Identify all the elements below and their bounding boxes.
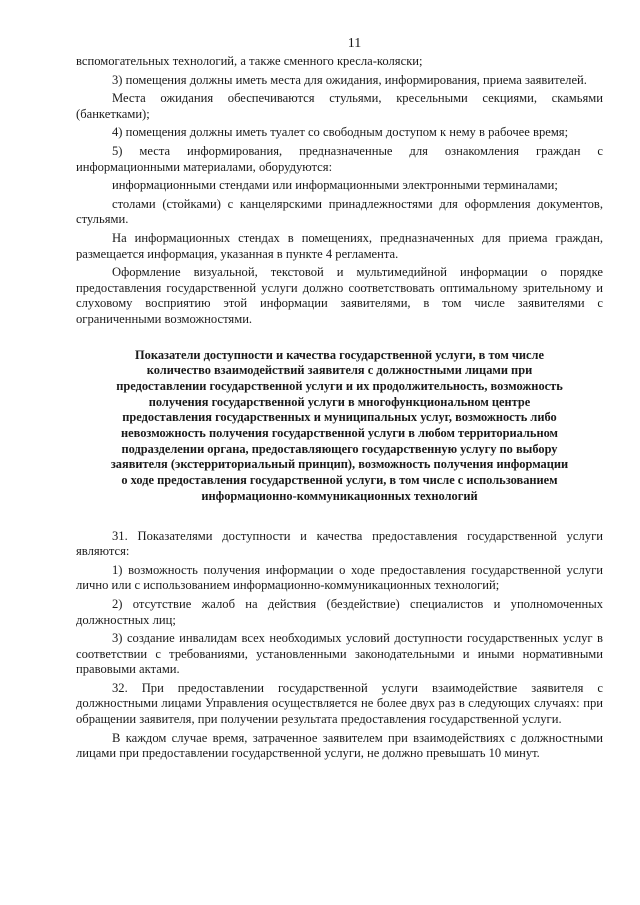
paragraph: Оформление визуальной, текстовой и мультимедийной информации о порядке предоставления государственной услуги должно соответствовать оптимальному зрительному и слуховому восприятию этой информации заявителями, в том числе заявителями с ограниченными возможностями.: [76, 265, 603, 326]
paragraph: вспомогательных технологий, а также сменного кресла-коляски;: [76, 54, 423, 68]
heading-line: количество взаимодействий заявителя с должностными лицами при: [146, 363, 533, 378]
paragraph: 5) места информирования, предназначенные для ознакомления граждан с информационными материалами, оборудуются:: [76, 143, 603, 174]
paragraph: 4) помещения должны иметь туалет со свободным доступом к нему в рабочее время;: [112, 125, 569, 140]
body-section-bottom: [76, 529, 603, 762]
heading-line: о ходе предоставления государственной услуги, в том числе с использованием: [121, 473, 558, 488]
paragraph: 3) помещения должны иметь места для ожидания, информирования, приема заявителей.: [112, 72, 587, 87]
heading-line: заявителя (экстерриториальный принцип), возможность получения информации: [110, 457, 569, 472]
paragraph: 31. Показателями доступности и качества предоставления государственной услуги являются:: [76, 528, 603, 559]
paragraph: 1) возможность получения информации о ходе предоставления государственной услуги лично или с использованием информационно-коммуникационных технологий;: [76, 562, 603, 593]
paragraph: На информационных стендах в помещениях, предназначенных для приема граждан, размещается информация, указанная в пункте 4 регламента.: [76, 230, 603, 261]
heading-line: предоставлении государственной услуги и их продолжительность, возможность: [116, 378, 563, 393]
paragraph: 2) отсутствие жалоб на действия (бездействие) специалистов и уполномоченных должностных лиц;: [76, 596, 603, 627]
paragraph: 32. При предоставлении государственной услуги взаимодействие заявителя с должностными лицами Управления осуществляется не более двух раз в следующих случаях: при обращении заявителя, при получении результата предоставления государственной услуги.: [76, 680, 603, 727]
page-number: 11: [347, 36, 362, 51]
paragraph: столами (стойками) с канцелярскими принадлежностями для оформления документов, стульями.: [76, 196, 603, 227]
paragraph: информационными стендами или информационными электронными терминалами;: [112, 178, 558, 193]
paragraph: Места ожидания обеспечиваются стульями, кресельными секциями, скамьями (банкетками);: [76, 91, 603, 121]
heading-line: невозможность получения государственной услуги в любом территориальном: [120, 426, 558, 441]
body-section-top: [76, 54, 603, 328]
document-page: [76, 36, 603, 765]
heading-line: информационно-коммуникационных технологий: [201, 488, 478, 503]
heading-line: подразделении органа, предоставляющего государственную услугу по выбору: [121, 441, 558, 456]
paragraph: В каждом случае время, затраченное заявителем при взаимодействиях с должностными лицами при предоставлении государственной услуги, не должно превышать 10 минут.: [76, 730, 603, 761]
section-heading: [76, 348, 603, 505]
paragraph: 3) создание инвалидам всех необходимых условий доступности государственных услуг в соответствии с требованиями, установленными законодательными и иными нормативными правовыми актами.: [76, 631, 603, 677]
heading-line: получения государственной услуги в многофункциональном центре: [148, 394, 531, 409]
heading-line: Показатели доступности и качества государственной услуги, в том числе: [135, 347, 544, 362]
heading-line: предоставления государственных и муниципальных услуг, возможность либо: [122, 410, 557, 425]
